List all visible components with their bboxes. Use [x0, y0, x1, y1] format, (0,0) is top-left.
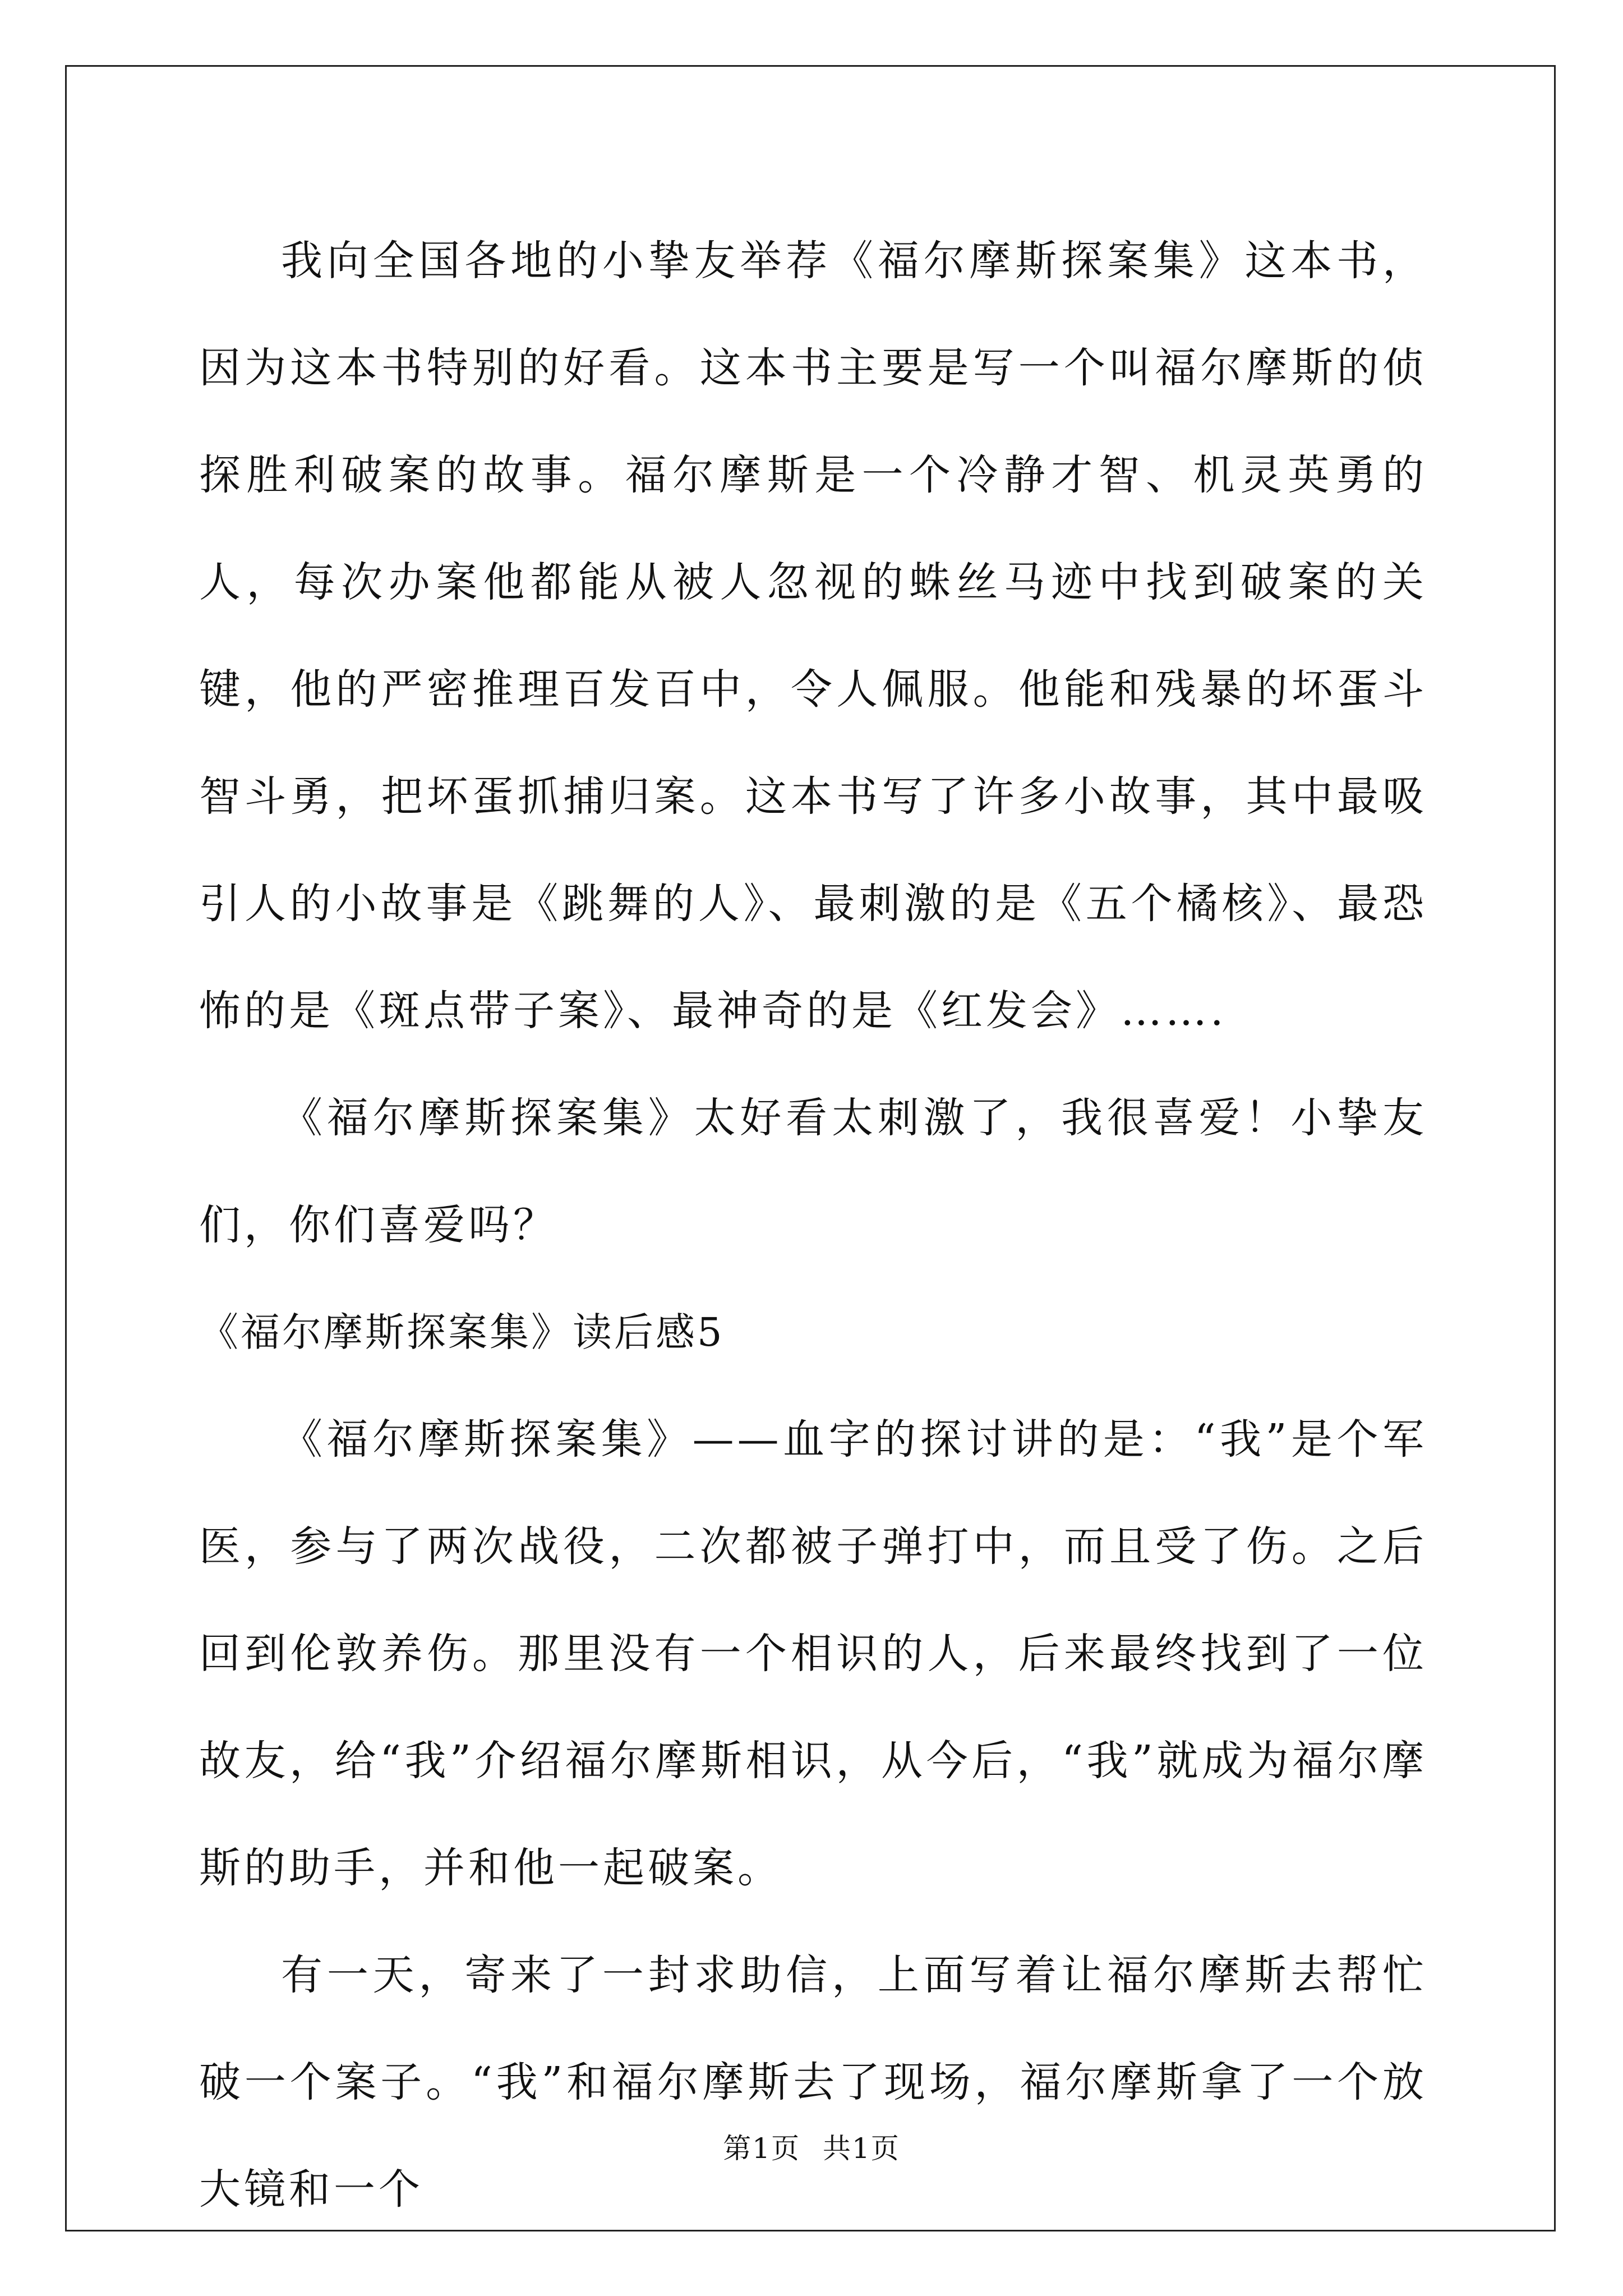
page-footer: [0, 2126, 1623, 2166]
page-number: 第1页: [723, 2132, 800, 2165]
document-body: [199, 208, 1427, 2243]
paragraph-story-intro: 《福尔摩斯探案集》——血字的探讨讲的是：“我”是个军医，参与了两次战役，二次都被子弹打中，而且受了伤。之后回到伦敦养伤。那里没有一个相识的人，后来最终找到了一位故友，给“我”介绍福尔摩斯相识，从今后，“我”就成为福尔摩斯的助手，并和他一起破案。: [199, 1415, 1427, 1892]
paragraph-question: 《福尔摩斯探案集》太好看太刺激了，我很喜爱！小挚友们，你们喜爱吗？: [199, 1094, 1427, 1249]
paragraph-recommendation: 我向全国各地的小挚友举荐《福尔摩斯探案集》这本书，因为这本书特别的好看。这本书主要是写一个叫福尔摩斯的侦探胜利破案的故事。福尔摩斯是一个冷静才智、机灵英勇的人，每次办案他都能从被人忽视的蛛丝马迹中找到破案的关键，他的严密推理百发百中，令人佩服。他能和残暴的坏蛋斗智斗勇，把坏蛋抓捕归案。这本书写了许多小故事，其中最吸引人的小故事是《跳舞的人》、最刺激的是《五个橘核》、最恐怖的是《斑点带子案》、最神奇的是《红发会》…….: [199, 237, 1427, 1035]
section-heading: 《福尔摩斯探案集》读后感5: [199, 1309, 725, 1355]
paragraph-case-letter: 有一天，寄来了一封求助信，上面写着让福尔摩斯去帮忙破一个案子。“我”和福尔摩斯去了现场，福尔摩斯拿了一个放大镜和一个: [199, 1951, 1427, 2214]
page-total: 共1页: [823, 2132, 900, 2165]
